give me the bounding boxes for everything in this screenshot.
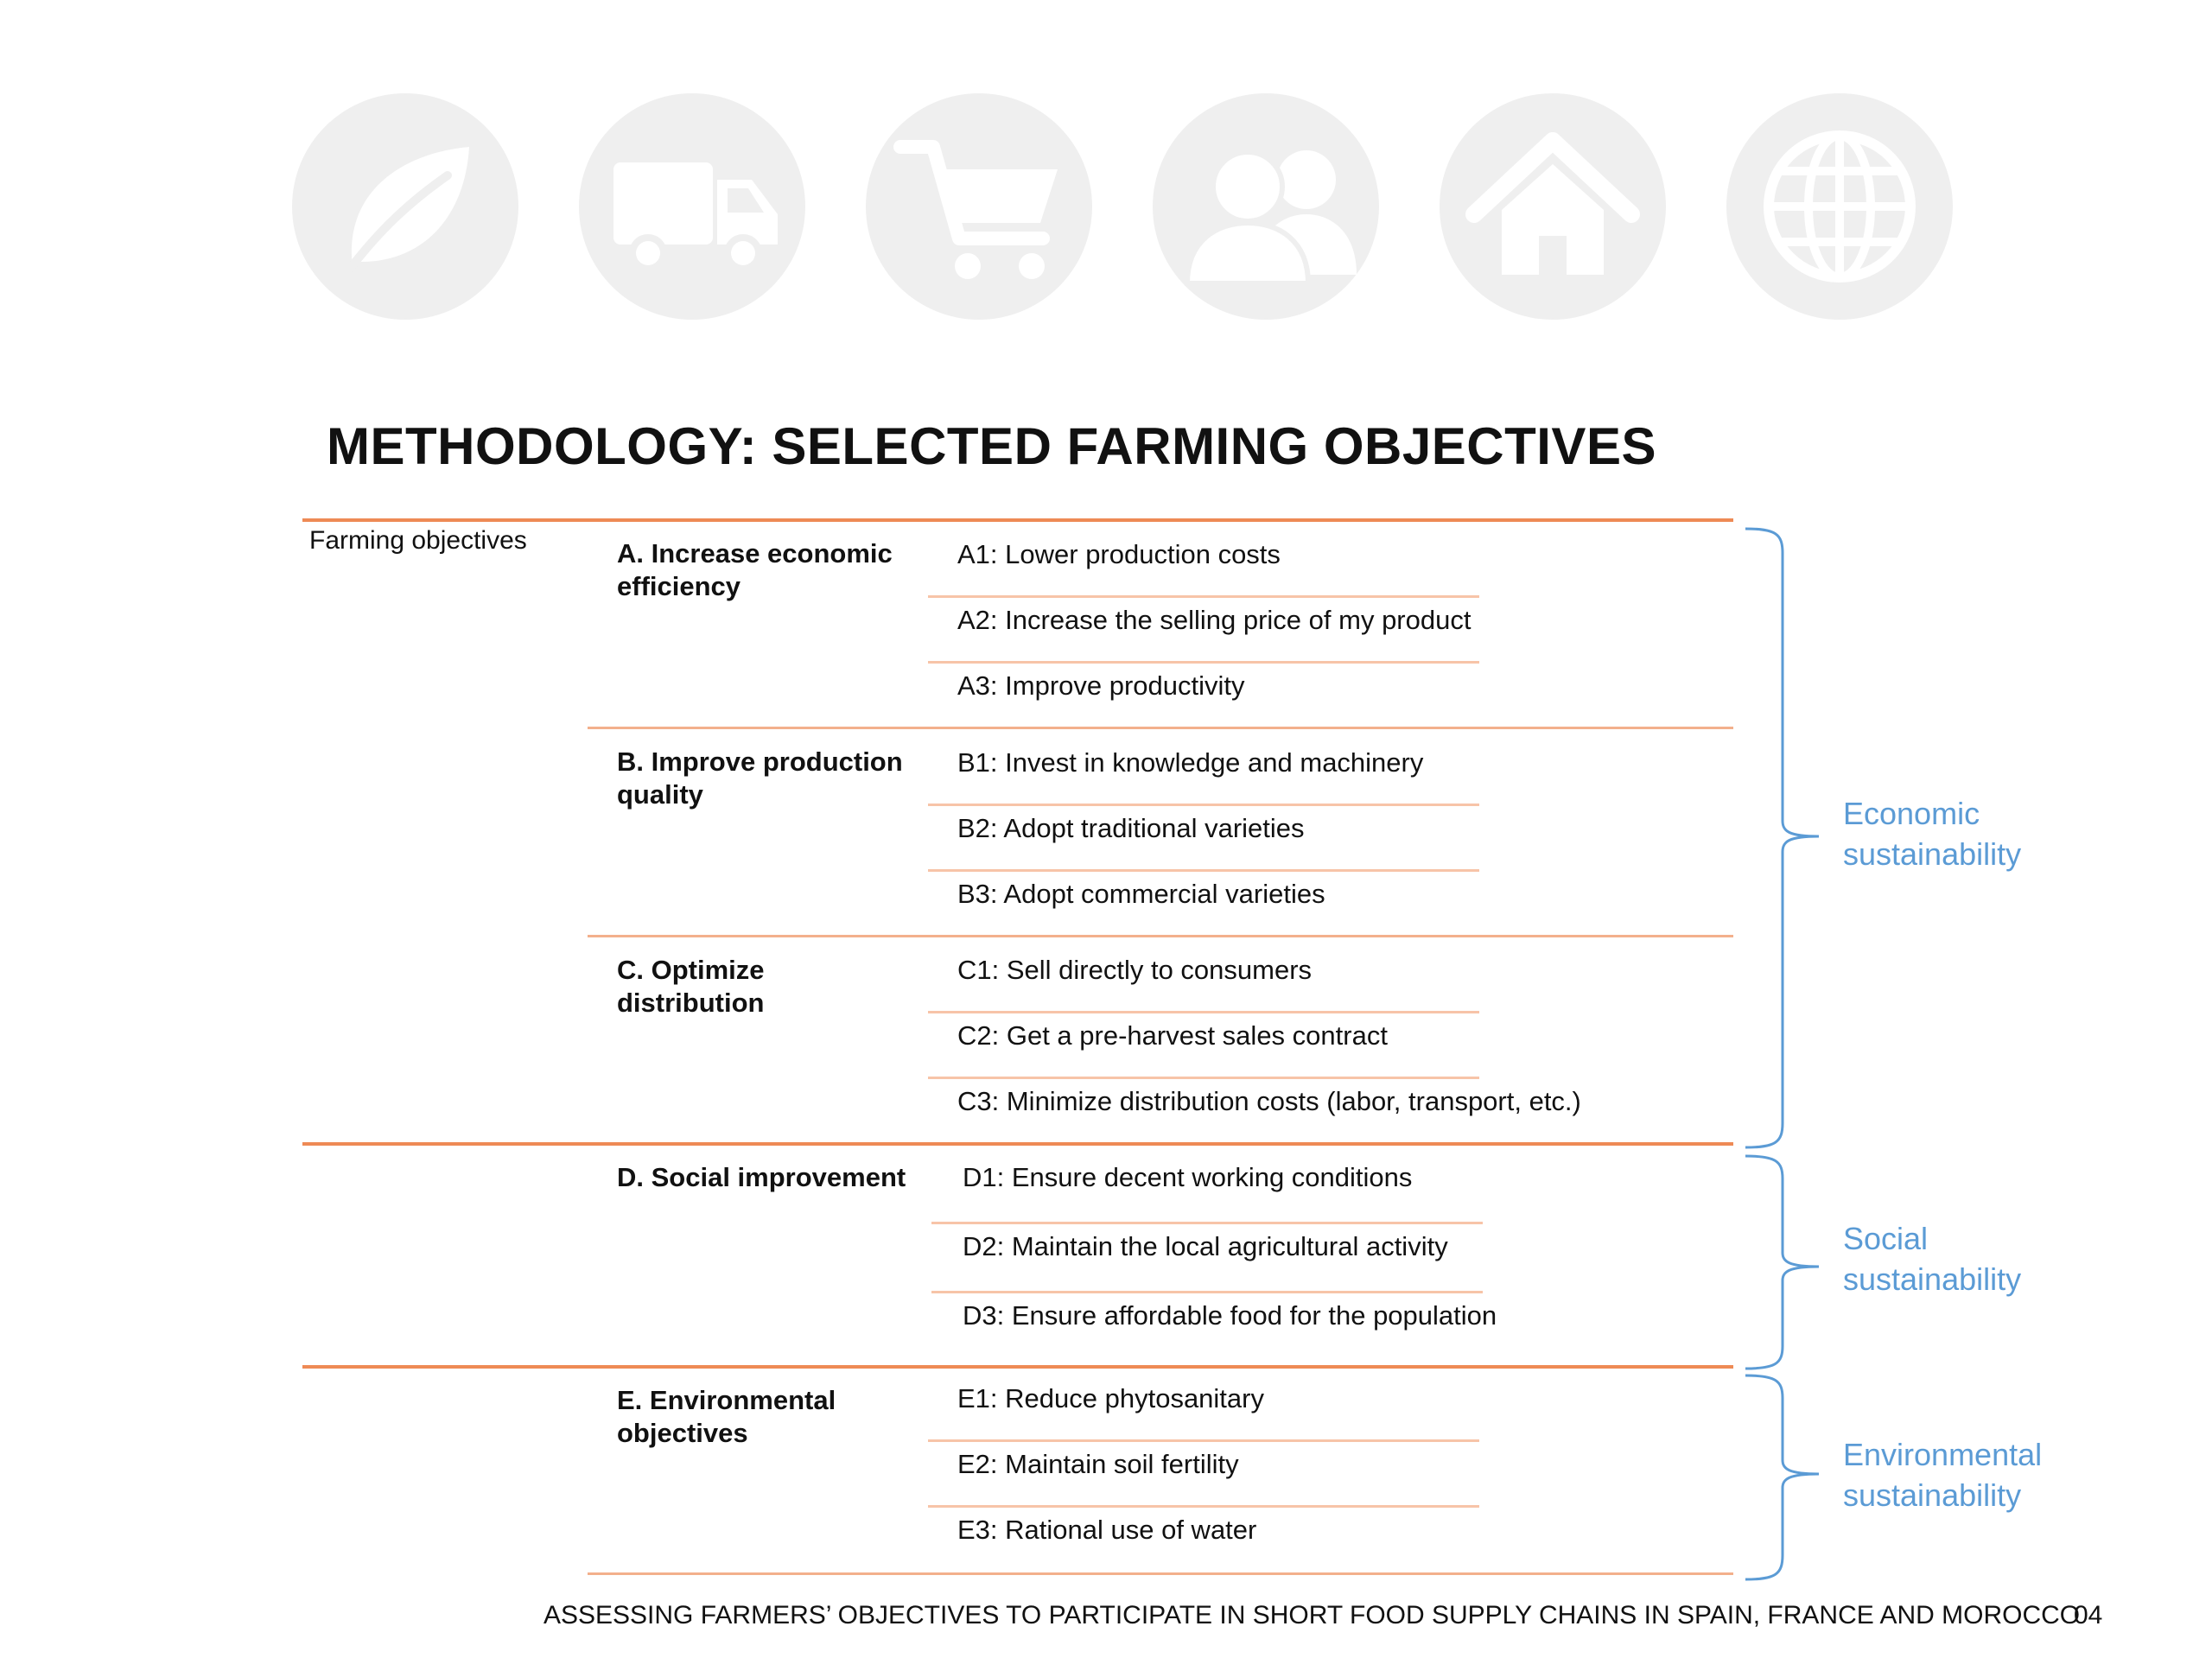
category-e-label: E. Environmental objectives — [617, 1385, 836, 1448]
category-d-label: D. Social improvement — [617, 1162, 906, 1192]
objective-b3: B3: Adopt commercial varieties — [957, 879, 1325, 909]
leaf-icon — [292, 93, 518, 320]
item-rule — [931, 1291, 1483, 1293]
group-rule-bc — [588, 935, 1733, 937]
objective-e1: E1: Reduce phytosanitary — [957, 1383, 1264, 1413]
globe-icon — [1726, 93, 1953, 320]
objective-b2: B2: Adopt traditional varieties — [957, 813, 1305, 843]
pillar-social-line2: sustainability — [1843, 1261, 2022, 1297]
objective-d3: D3: Ensure affordable food for the population — [963, 1300, 1497, 1331]
item-rule — [928, 595, 1479, 598]
group-rule-ab — [588, 727, 1733, 729]
pillar-social — [1843, 1218, 2102, 1299]
pillar-social-line1: Social — [1843, 1221, 1929, 1256]
item-rule — [928, 869, 1479, 872]
objective-a2: A2: Increase the selling price of my product — [957, 605, 1471, 635]
page-number: 04 — [2074, 1601, 2103, 1629]
footer-title: ASSESSING FARMERS’ OBJECTIVES TO PARTICIPATE IN SHORT FOOD SUPPLY CHAINS IN SPAIN, FRANCE AND MOROCCO — [543, 1601, 2081, 1629]
table-top-rule — [302, 518, 1733, 522]
cart-icon — [866, 93, 1092, 320]
objective-a3: A3: Improve productivity — [957, 670, 1245, 701]
item-rule — [931, 1222, 1483, 1224]
pillar-environmental-line2: sustainability — [1843, 1477, 2022, 1513]
social-brace — [1745, 1156, 1819, 1369]
item-rule — [928, 1011, 1479, 1013]
truck-icon — [579, 93, 805, 320]
objective-a1: A1: Lower production costs — [957, 539, 1281, 569]
pillar-economic — [1843, 793, 2102, 874]
table-header-label: Farming objectives — [309, 526, 527, 555]
pillar-environmental-line1: Environmental — [1843, 1437, 2043, 1472]
objective-c2: C2: Get a pre-harvest sales contract — [957, 1020, 1388, 1051]
pillar-economic-line1: Economic — [1843, 796, 1980, 831]
category-c-label: C. Optimize distribution — [617, 955, 765, 1018]
icon-row — [0, 0, 2212, 363]
item-rule — [928, 804, 1479, 806]
item-rule — [928, 1439, 1479, 1442]
pillar-economic-line2: sustainability — [1843, 836, 2022, 872]
section-rule-social — [302, 1142, 1733, 1146]
item-rule — [928, 661, 1479, 664]
objective-b1: B1: Invest in knowledge and machinery — [957, 747, 1424, 778]
item-rule — [928, 1505, 1479, 1508]
objective-e3: E3: Rational use of water — [957, 1515, 1257, 1545]
environmental-brace — [1745, 1375, 1819, 1579]
people-icon — [1153, 93, 1379, 320]
page-title: METHODOLOGY: SELECTED FARMING OBJECTIVES — [327, 417, 1656, 475]
table-bottom-rule — [588, 1572, 1733, 1575]
section-rule-environmental — [302, 1365, 1733, 1369]
objective-c1: C1: Sell directly to consumers — [957, 955, 1313, 985]
economic-brace — [1745, 529, 1819, 1147]
category-a-label: A. Increase economic efficiency — [617, 538, 893, 601]
objective-e2: E2: Maintain soil fertility — [957, 1449, 1239, 1479]
category-b-label: B. Improve production quality — [617, 746, 903, 810]
item-rule — [928, 1077, 1479, 1079]
pillar-environmental — [1843, 1434, 2102, 1515]
house-icon — [1440, 93, 1666, 320]
objective-d1: D1: Ensure decent working conditions — [963, 1162, 1413, 1192]
objective-d2: D2: Maintain the local agricultural activity — [963, 1231, 1448, 1261]
objective-c3: C3: Minimize distribution costs (labor, transport, etc.) — [957, 1086, 1581, 1116]
